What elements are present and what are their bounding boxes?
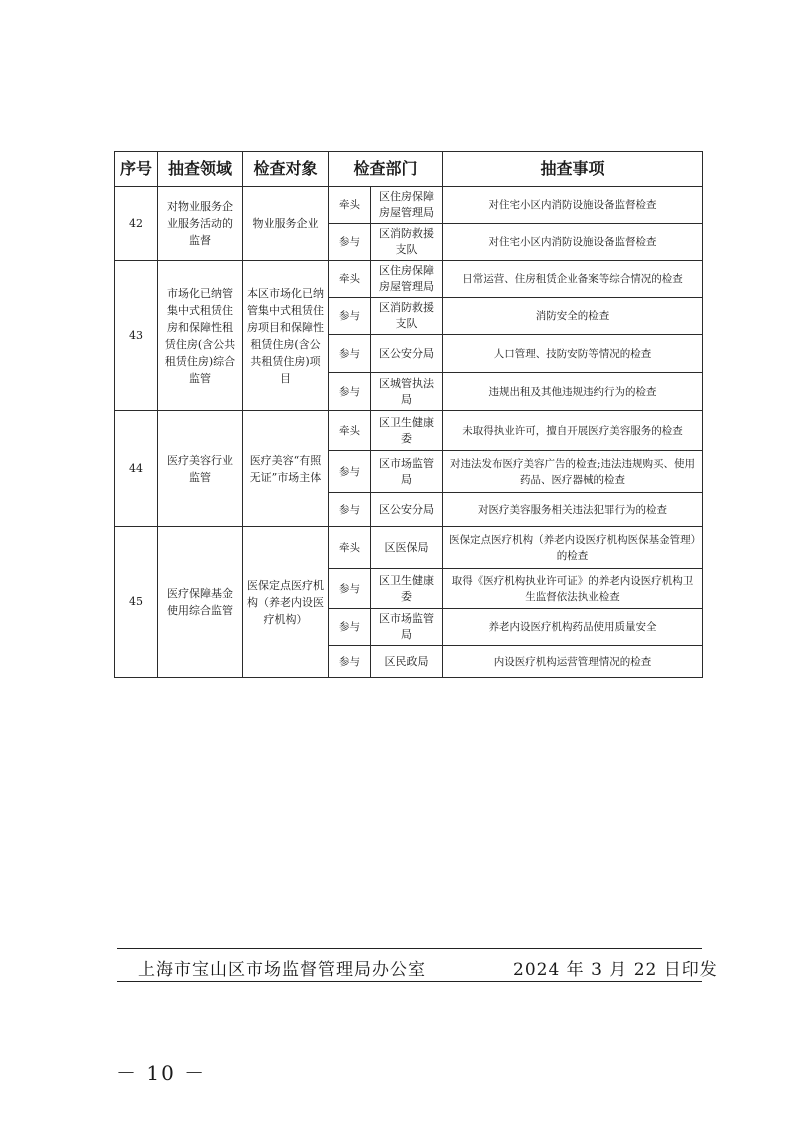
cell-seq: 45: [115, 527, 158, 678]
cell-role: 参与: [329, 569, 371, 609]
cell-item: 对住宅小区内消防设施设备监督检查: [443, 187, 703, 224]
cell-dept: 区消防救援支队: [371, 298, 443, 335]
cell-dept: 区市场监管局: [371, 451, 443, 493]
header-seq: 序号: [115, 152, 158, 187]
cell-item: 违规出租及其他违规违约行为的检查: [443, 373, 703, 411]
header-department: 检查部门: [329, 152, 443, 187]
footer-divider-bottom: [117, 981, 702, 982]
footer-divider-top: [117, 948, 702, 949]
table-row: [115, 187, 703, 224]
cell-dept: 区公安分局: [371, 493, 443, 527]
cell-role: 牵头: [329, 411, 371, 451]
table-row: [115, 261, 703, 298]
cell-area: 对物业服务企业服务活动的监督: [158, 187, 243, 261]
cell-item: 医保定点医疗机构（养老内设医疗机构医保基金管理）的检查: [443, 527, 703, 569]
cell-seq: 43: [115, 261, 158, 411]
cell-seq: 44: [115, 411, 158, 527]
table-row: [115, 527, 703, 569]
cell-item: 未取得执业许可，擅自开展医疗美容服务的检查: [443, 411, 703, 451]
cell-role: 参与: [329, 451, 371, 493]
cell-dept: 区市场监管局: [371, 609, 443, 646]
cell-dept: 区住房保障房屋管理局: [371, 187, 443, 224]
footer-office: 上海市宝山区市场监督管理局办公室: [138, 960, 426, 980]
cell-role: 参与: [329, 493, 371, 527]
cell-role: 参与: [329, 609, 371, 646]
cell-role: 参与: [329, 298, 371, 335]
cell-role: 牵头: [329, 527, 371, 569]
cell-role: 参与: [329, 646, 371, 678]
cell-area: 市场化已纳管集中式租赁住房和保障性租赁住房(含公共租赁住房)综合监管: [158, 261, 243, 411]
cell-item: 对住宅小区内消防设施设备监督检查: [443, 224, 703, 261]
cell-object: 医保定点医疗机构（养老内设医疗机构）: [243, 527, 329, 678]
header-area: 抽查领域: [158, 152, 243, 187]
table-header-row: [115, 152, 703, 187]
cell-object: 医疗美容“有照无证”市场主体: [243, 411, 329, 527]
cell-item: 取得《医疗机构执业许可证》的养老内设医疗机构卫生监督依法执业检查: [443, 569, 703, 609]
cell-item: 人口管理、技防安防等情况的检查: [443, 335, 703, 373]
inspection-table: [114, 151, 703, 678]
cell-role: 牵头: [329, 187, 371, 224]
cell-item: 消防安全的检查: [443, 298, 703, 335]
cell-role: 参与: [329, 373, 371, 411]
cell-dept: 区卫生健康委: [371, 569, 443, 609]
cell-item: 对医疗美容服务相关违法犯罪行为的检查: [443, 493, 703, 527]
cell-dept: 区消防救援支队: [371, 224, 443, 261]
cell-role: 参与: [329, 224, 371, 261]
cell-dept: 区公安分局: [371, 335, 443, 373]
cell-dept: 区城管执法局: [371, 373, 443, 411]
cell-role: 牵头: [329, 261, 371, 298]
cell-object: 物业服务企业: [243, 187, 329, 261]
cell-seq: 42: [115, 187, 158, 261]
page-number: － 10 －: [116, 1061, 207, 1085]
cell-item: 对违法发布医疗美容广告的检查;违法违规购买、使用药品、医疗器械的检查: [443, 451, 703, 493]
cell-dept: 区住房保障房屋管理局: [371, 261, 443, 298]
cell-area: 医疗美容行业监管: [158, 411, 243, 527]
table-row: [115, 411, 703, 451]
header-item: 抽查事项: [443, 152, 703, 187]
cell-dept: 区医保局: [371, 527, 443, 569]
cell-item: 日常运营、住房租赁企业备案等综合情况的检查: [443, 261, 703, 298]
cell-object: 本区市场化已纳管集中式租赁住房项目和保障性租赁住房(含公共租赁住房)项目: [243, 261, 329, 411]
cell-dept: 区卫生健康委: [371, 411, 443, 451]
cell-area: 医疗保障基金使用综合监管: [158, 527, 243, 678]
header-object: 检查对象: [243, 152, 329, 187]
cell-item: 内设医疗机构运营管理情况的检查: [443, 646, 703, 678]
cell-role: 参与: [329, 335, 371, 373]
cell-dept: 区民政局: [371, 646, 443, 678]
footer-date: 2024 年 3 月 22 日印发: [513, 960, 718, 980]
cell-item: 养老内设医疗机构药品使用质量安全: [443, 609, 703, 646]
